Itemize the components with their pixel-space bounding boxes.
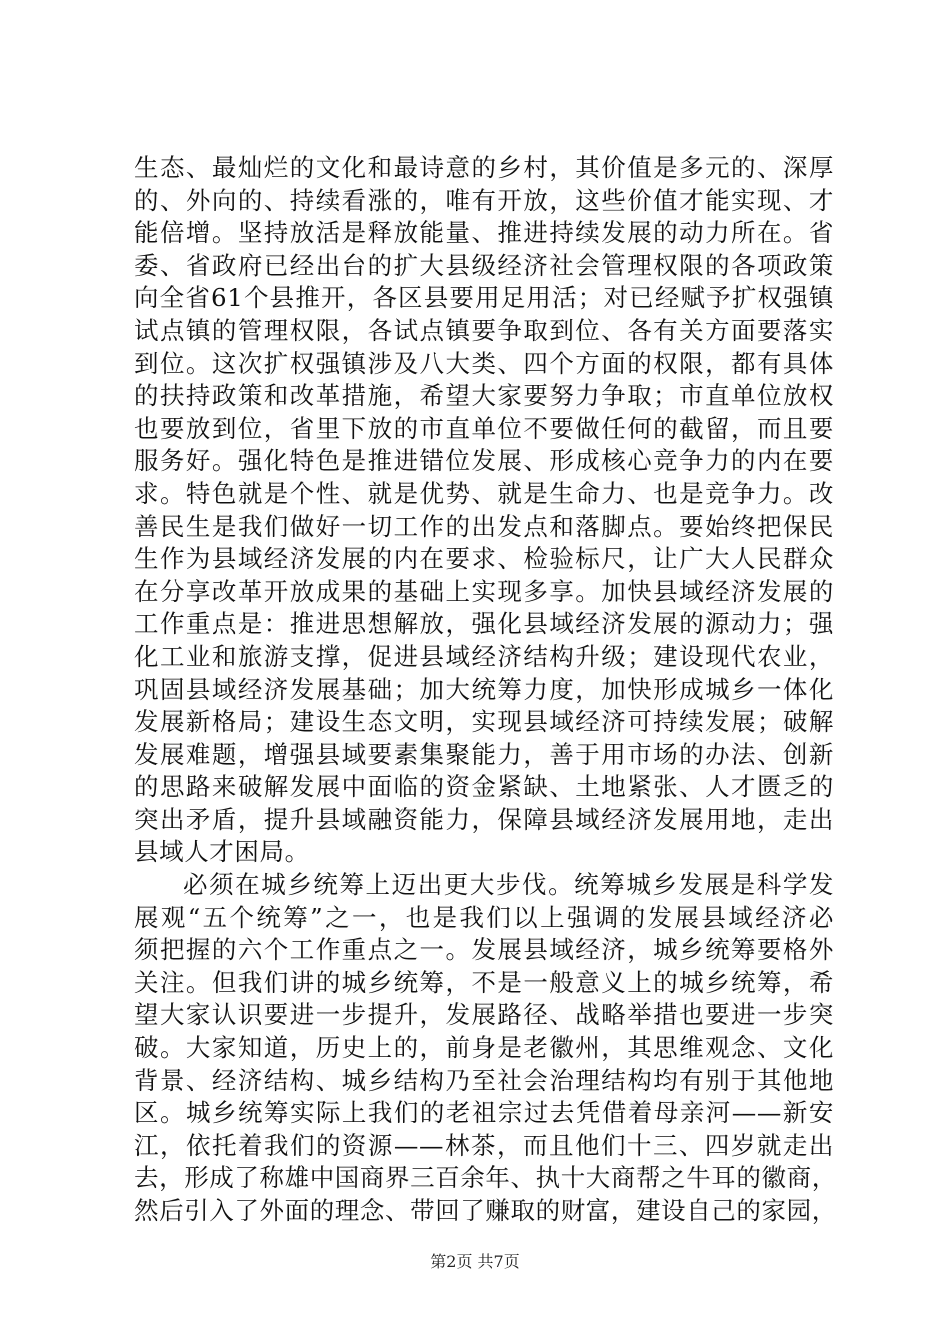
text-line: 试点镇的管理权限，各试点镇要争取到位、各有关方面要落实 <box>134 315 834 345</box>
text-line: 向全省61个县推开，各区县要用足用活；对已经赋予扩权强镇 <box>134 283 834 313</box>
text-line: 在分享改革开放成果的基础上实现多享。加快县域经济发展的 <box>134 576 834 606</box>
text-line: 服务好。强化特色是推进错位发展、形成核心竞争力的内在要 <box>134 446 834 476</box>
text-line: 的思路来破解发展中面临的资金紧缺、土地紧张、人才匮乏的 <box>134 772 834 802</box>
text-line: 破。大家知道，历史上的，前身是老徽州，其思维观念、文化 <box>134 1033 834 1063</box>
text-line: 生作为县域经济发展的内在要求、检验标尺，让广大人民群众 <box>134 544 834 574</box>
text-line: 县域人才困局。 <box>134 837 310 867</box>
text-line: 工作重点是：推进思想解放，强化县域经济发展的源动力；强 <box>134 609 834 639</box>
text-line: 委、省政府已经出台的扩大县级经济社会管理权限的各项政策 <box>134 250 834 280</box>
text-line: 也要放到位，省里下放的市直单位不要做任何的截留，而且要 <box>134 413 834 443</box>
text-line: 到位。这次扩权强镇涉及八大类、四个方面的权限，都有具体 <box>134 348 834 378</box>
text-line: 背景、经济结构、城乡结构乃至社会治理结构均有别于其他地 <box>134 1065 834 1095</box>
paragraph-1 <box>134 152 834 869</box>
body-text <box>134 152 837 1228</box>
text-line: 化工业和旅游支撑，促进县域经济结构升级；建设现代农业， <box>134 641 834 671</box>
text-line: 区。城乡统筹实际上我们的老祖宗过去凭借着母亲河——新安 <box>134 1098 834 1128</box>
text-line: 突出矛盾，提升县域融资能力，保障县域经济发展用地，走出 <box>134 804 834 834</box>
paragraph-2 <box>134 869 837 1228</box>
text-line: 生态、最灿烂的文化和最诗意的乡村，其价值是多元的、深厚 <box>134 153 834 182</box>
text-line: 望大家认识要进一步提升，发展路径、战略举措也要进一步突 <box>134 1000 834 1030</box>
text-line: 然后引入了外面的理念、带回了赚取的财富，建设自己的家园， <box>134 1196 837 1225</box>
text-line: 去，形成了称雄中国商界三百余年、执十大商帮之牛耳的徽商， <box>134 1163 837 1193</box>
text-line: 关注。但我们讲的城乡统筹，不是一般意义上的城乡统筹，希 <box>134 967 834 997</box>
text-line: 发展难题，增强县域要素集聚能力，善于用市场的办法、创新 <box>134 739 834 769</box>
text-line: 能倍增。坚持放活是释放能量、推进持续发展的动力所在。省 <box>134 218 834 248</box>
text-line: 必须在城乡统筹上迈出更大步伐。统筹城乡发展是科学发 <box>183 870 834 900</box>
text-line: 的扶持政策和改革措施，希望大家要努力争取；市直单位放权 <box>134 381 834 411</box>
text-line: 求。特色就是个性、就是优势、就是生命力、也是竞争力。改 <box>134 478 834 508</box>
text-line: 江，依托着我们的资源——林茶，而且他们十三、四岁就走出 <box>134 1130 834 1160</box>
text-line: 巩固县域经济发展基础；加大统筹力度，加快形成城乡一体化 <box>134 674 834 704</box>
text-line: 展观“五个统筹”之一，也是我们以上强调的发展县域经济必 <box>134 902 834 932</box>
text-line: 善民生是我们做好一切工作的出发点和落脚点。要始终把保民 <box>134 511 834 541</box>
text-line: 的、外向的、持续看涨的，唯有开放，这些价值才能实现、才 <box>134 185 834 215</box>
text-line: 发展新格局；建设生态文明，实现县域经济可持续发展；破解 <box>134 707 834 737</box>
page-footer: 第2页 共7页 <box>430 1252 520 1271</box>
text-line: 须把握的六个工作重点之一。发展县域经济，城乡统筹要格外 <box>134 935 834 965</box>
